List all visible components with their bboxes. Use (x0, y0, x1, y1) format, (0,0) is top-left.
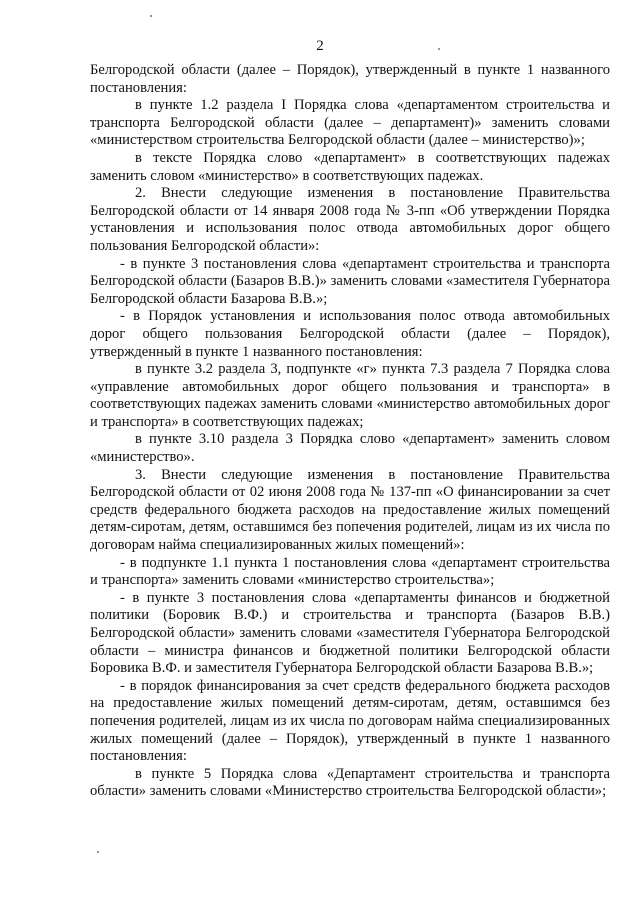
paragraph-13: в пункте 5 Порядка слова «Департамент строительства и транспорта области» заменить словами «Министерство строительства Белгородской области»; (90, 765, 610, 800)
paragraph-3: в тексте Порядка слово «департамент» в соответствующих падежах заменить словом «министерство» в соответствующих падежах. (90, 149, 610, 184)
paragraph-5: - в пункте 3 постановления слова «департамент строительства и транспорта Белгородской области (Базаров В.В.)» заменить словами «заместителя Губернатора Белгородской области Базарова В.В.»; (90, 255, 610, 307)
scan-speck (150, 15, 152, 17)
paragraph-2: в пункте 1.2 раздела I Порядка слова «департаментом строительства и транспорта Белгородской области (далее – департамент)» заменить словами «министерством строительства Белгородской области (далее – министерство)»; (90, 97, 610, 149)
paragraph-7: в пункте 3.2 раздела 3, подпункте «г» пункта 7.3 раздела 7 Порядка слова «управление автомобильных дорог общего пользования и транспорта» в соответствующих падежах заменить словами «министерство автомобильных дорог и транспорта» в соответствующих падежах; (90, 361, 610, 430)
paragraph-9: 3. Внести следующие изменения в постановление Правительства Белгородской области от 02 июня 2008 года № 137-пп «О финансировании за счет средств федерального бюджета расходов на предоставление жилых помещений детям-сиротам, детям, оставшимся без попечения родителей, лицам из их числа по договорам найма специализированных жилых помещений»: (90, 466, 610, 554)
scan-speck (97, 851, 99, 853)
page-number: 2 (316, 38, 324, 54)
paragraph-6: - в Порядок установления и использования полос отвода автомобильных дорог общего пользования Белгородской области (далее – Порядок), утвержденный в пункте 1 названного постановления: (90, 308, 610, 360)
paragraph-10: - в подпункте 1.1 пункта 1 постановления слова «департамент строительства и транспорта» заменить словами «министерство строительства»; (90, 554, 610, 589)
paragraph-8: в пункте 3.10 раздела 3 Порядка слово «департамент» заменить словом «министерство». (90, 431, 610, 466)
document-body (90, 62, 610, 801)
paragraph-1: Белгородской области (далее – Порядок), утвержденный в пункте 1 названного постановления: (90, 62, 610, 96)
scan-speck (438, 48, 440, 50)
paragraph-12: - в порядок финансирования за счет средств федерального бюджета расходов на предоставление жилых помещений детям-сиротам, детям, оставшимся без попечения родителей, лицам из их числа по договорам найма специализированных жилых помещений (далее – Порядок), утвержденный в пункте 1 названного постановления: (90, 677, 610, 765)
paragraph-11: - в пункте 3 постановления слова «департаменты финансов и бюджетной политики (Боровик В.Ф.) и строительства и транспорта (Базаров В.В.) Белгородской области» заменить словами «заместителя Губернатора Белгородской области – министра финансов и бюджетной политики Белгородской области Боровика В.Ф. и заместителя Губернатора Белгородской области Базарова В.В.»; (90, 589, 610, 677)
paragraph-4: 2. Внести следующие изменения в постановление Правительства Белгородской области от 14 января 2008 года № 3-пп «Об утверждении Порядка установления и использования полос отвода автомобильных дорог общего пользования Белгородской области»: (90, 185, 610, 254)
